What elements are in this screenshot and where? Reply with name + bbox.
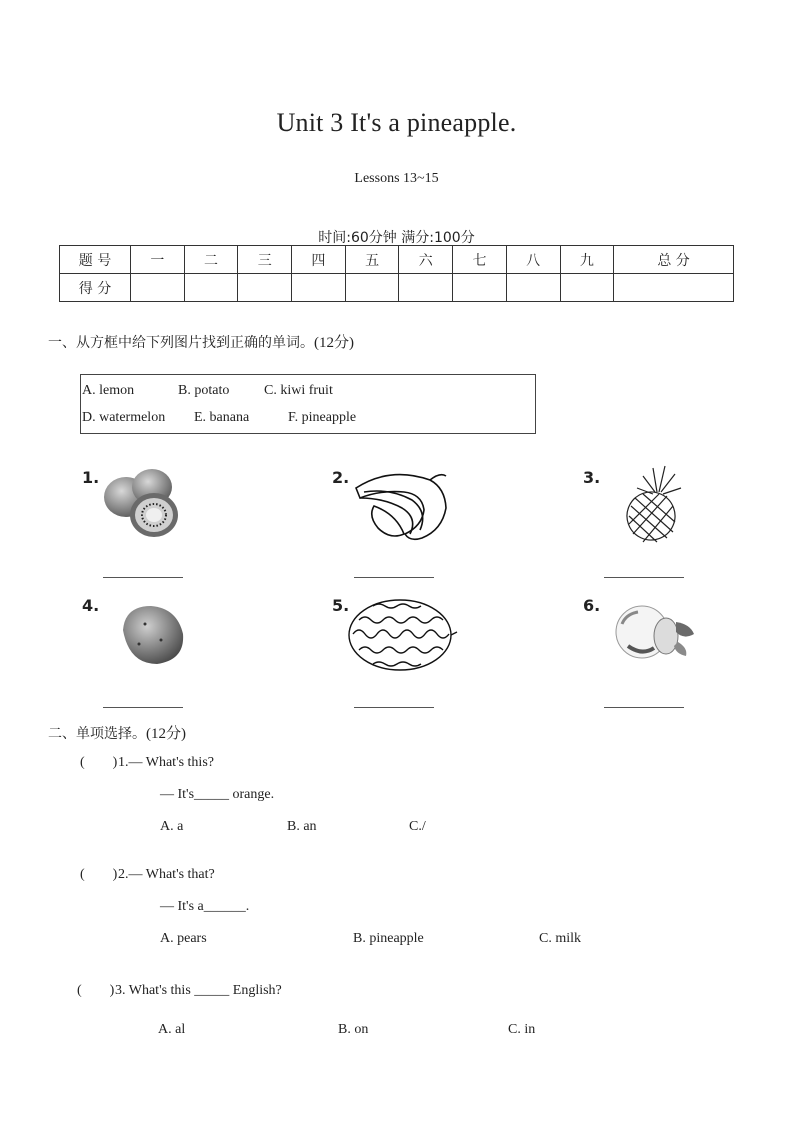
option-c[interactable]: C. milk: [539, 931, 582, 946]
score-table-cell: 四: [292, 246, 346, 274]
banana-picture: [350, 468, 450, 543]
option-a[interactable]: A. pears: [160, 931, 207, 946]
score-table-cell: 总 分: [614, 246, 734, 274]
score-input-cell[interactable]: [399, 274, 453, 302]
score-table-cell: 八: [506, 246, 560, 274]
answer-line[interactable]: [103, 707, 183, 708]
score-table-cell: 九: [560, 246, 614, 274]
option-b[interactable]: B. an: [287, 819, 317, 834]
option-a[interactable]: A. al: [158, 1022, 186, 1037]
score-table-cell: 七: [453, 246, 507, 274]
score-input-cell[interactable]: [506, 274, 560, 302]
lemon-picture: [608, 600, 700, 665]
answer-line[interactable]: [354, 707, 434, 708]
score-table-score-row: [60, 274, 734, 302]
word-box: [80, 374, 536, 434]
score-input-cell[interactable]: [238, 274, 292, 302]
question-answer-line: — It's_____ orange.: [160, 787, 275, 802]
question-stem: 3. What's this _____ English?: [115, 983, 282, 998]
answer-bracket[interactable]: ( ): [77, 983, 115, 998]
score-input-cell[interactable]: [131, 274, 185, 302]
option-a[interactable]: A. a: [160, 819, 184, 834]
section1-heading: [48, 331, 354, 352]
score-table-cell: 三: [238, 246, 292, 274]
score-input-cell[interactable]: [560, 274, 614, 302]
answer-line[interactable]: [103, 577, 183, 578]
section2-heading: [48, 722, 186, 743]
section1-score: (12分): [314, 335, 354, 351]
picture-number: 6.: [583, 596, 601, 615]
score-table: [59, 245, 734, 302]
section1-heading-text: 一、从方框中给下列图片找到正确的单词。: [48, 335, 314, 351]
picture-number: 2.: [332, 468, 350, 487]
answer-line[interactable]: [604, 707, 684, 708]
score-input-cell[interactable]: [184, 274, 238, 302]
word-option: B. potato: [178, 383, 230, 398]
page-title: Unit 3 It's a pineapple.: [276, 108, 517, 137]
pineapple-picture: [615, 462, 695, 547]
answer-line[interactable]: [604, 577, 684, 578]
section2-score: (12分): [146, 726, 186, 742]
answer-line[interactable]: [354, 577, 434, 578]
score-table-header-row: [60, 246, 734, 274]
option-c[interactable]: C./: [409, 819, 426, 834]
word-option: E. banana: [194, 410, 250, 425]
option-b[interactable]: B. pineapple: [353, 931, 424, 946]
picture-number: 3.: [583, 468, 601, 487]
picture-number: 5.: [332, 596, 350, 615]
option-b[interactable]: B. on: [338, 1022, 369, 1037]
option-c[interactable]: C. in: [508, 1022, 536, 1037]
answer-bracket[interactable]: ( ): [80, 867, 118, 882]
score-input-cell[interactable]: [453, 274, 507, 302]
time-info: 时间:60分钟 满分:100分: [318, 230, 475, 246]
score-table-cell: 五: [345, 246, 399, 274]
question-answer-line: — It's a______.: [160, 899, 250, 914]
question-stem: 1.— What's this?: [118, 755, 214, 770]
picture-number: 4.: [82, 596, 100, 615]
score-input-cell[interactable]: [345, 274, 399, 302]
score-table-cell: 题 号: [60, 246, 131, 274]
section2-heading-text: 二、单项选择。: [48, 726, 146, 742]
question-stem: 2.— What's that?: [118, 867, 215, 882]
potato-picture: [115, 600, 190, 670]
word-option: C. kiwi fruit: [264, 383, 333, 398]
watermelon-picture: [345, 596, 460, 674]
score-table-cell: 二: [184, 246, 238, 274]
word-option: D. watermelon: [82, 410, 166, 425]
score-table-cell: 六: [399, 246, 453, 274]
page-subtitle: Lessons 13~15: [354, 171, 439, 186]
score-table-cell: 一: [131, 246, 185, 274]
score-input-cell[interactable]: [292, 274, 346, 302]
word-option: F. pineapple: [288, 410, 357, 425]
answer-bracket[interactable]: ( ): [80, 755, 118, 770]
picture-number: 1.: [82, 468, 100, 487]
score-input-cell[interactable]: [614, 274, 734, 302]
kiwi-fruit-picture: [100, 465, 192, 543]
score-table-cell: 得 分: [60, 274, 131, 302]
word-option: A. lemon: [82, 383, 135, 398]
